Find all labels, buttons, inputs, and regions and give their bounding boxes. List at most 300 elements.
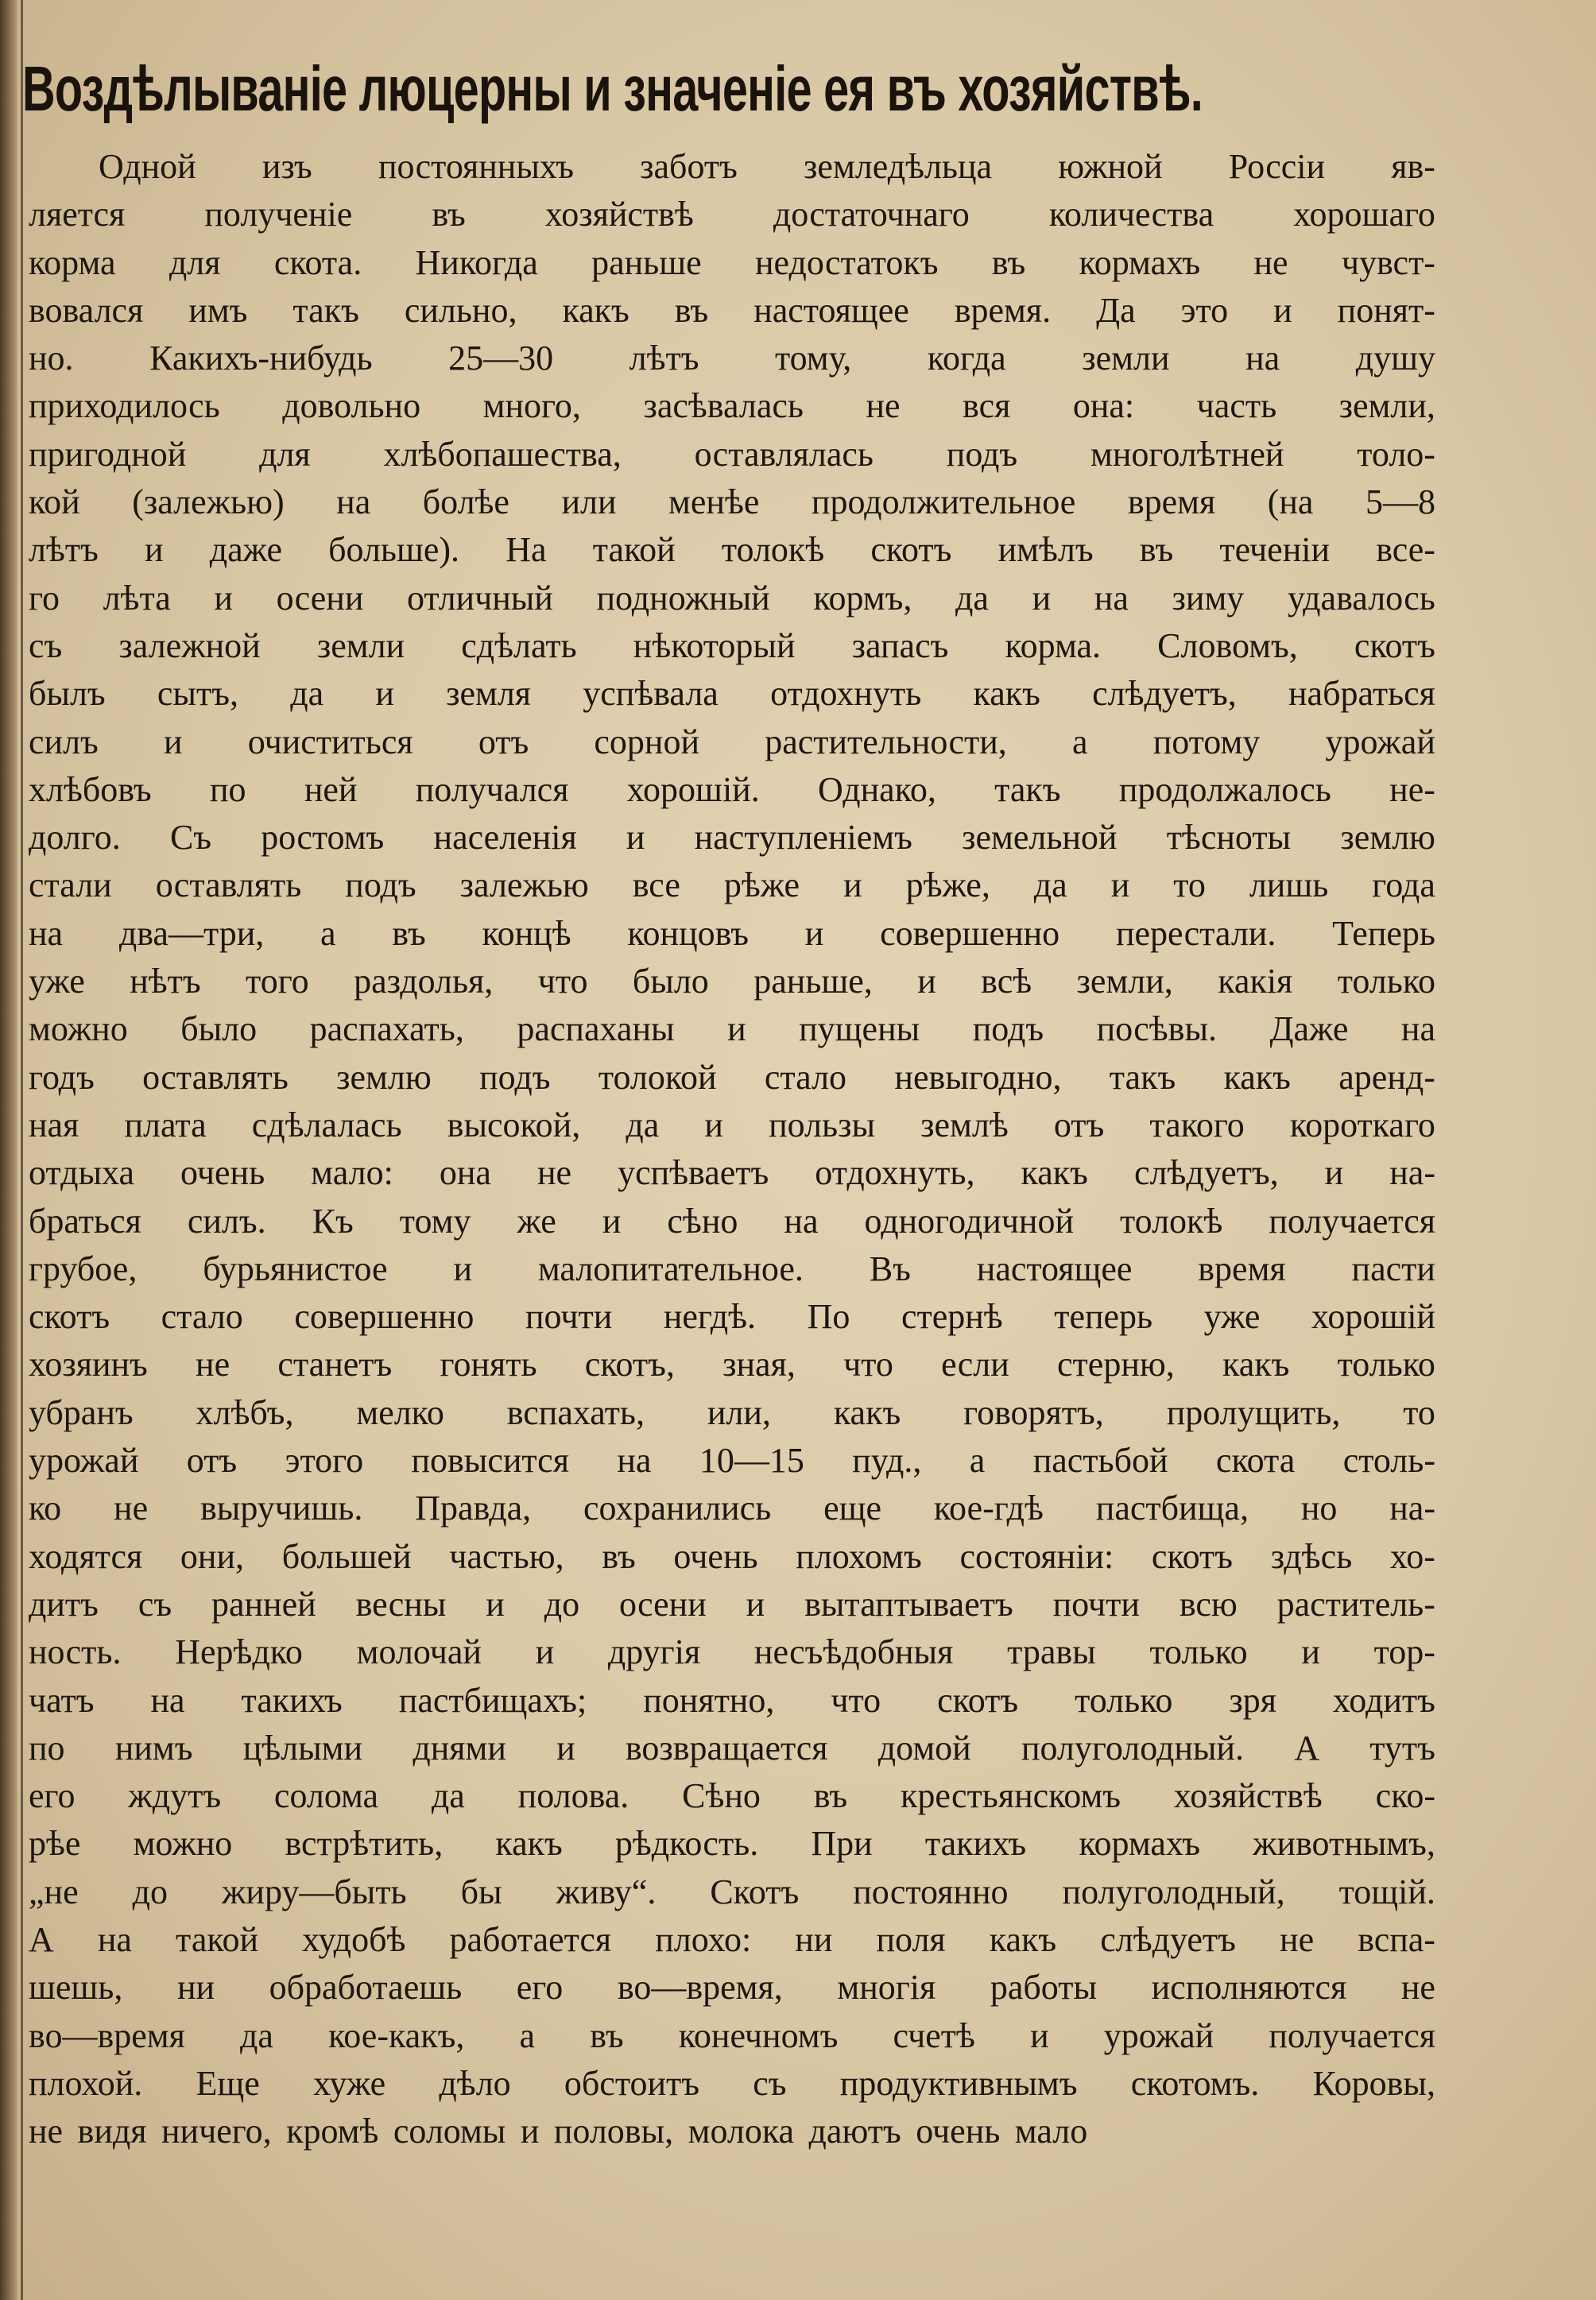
word: на bbox=[29, 913, 64, 953]
word: въ bbox=[1139, 530, 1174, 570]
word: нѣтъ bbox=[130, 962, 201, 1001]
text-line bbox=[29, 958, 1435, 1005]
word: но bbox=[1300, 1489, 1338, 1528]
word: и bbox=[375, 674, 394, 714]
word: „не bbox=[29, 1872, 79, 1911]
word: хозяйствѣ bbox=[544, 195, 694, 234]
word: не bbox=[1253, 242, 1288, 282]
text-line bbox=[29, 1916, 1435, 1964]
word: землѣ bbox=[920, 1105, 1009, 1144]
word: корма. bbox=[1005, 625, 1102, 665]
word: (на bbox=[1267, 482, 1314, 522]
word: не bbox=[537, 1153, 572, 1193]
word: того bbox=[246, 962, 309, 1001]
word: ранней bbox=[211, 1584, 316, 1624]
word: рѣдкость. bbox=[614, 1824, 759, 1864]
word: на bbox=[1400, 1009, 1435, 1049]
word: ждутъ bbox=[128, 1776, 222, 1816]
text-line bbox=[29, 143, 1435, 191]
word: урожай bbox=[1103, 2015, 1214, 2055]
word: мало: bbox=[311, 1153, 393, 1193]
word: время bbox=[1127, 482, 1216, 522]
word: Сѣно bbox=[682, 1776, 761, 1816]
word: силъ bbox=[29, 722, 99, 761]
word: встрѣтить, bbox=[285, 1824, 444, 1864]
word: раститель- bbox=[1276, 1584, 1435, 1624]
word: ходитъ bbox=[1332, 1680, 1435, 1720]
word: это bbox=[1180, 290, 1229, 330]
word: отличный bbox=[407, 578, 553, 618]
text-line bbox=[29, 1772, 1435, 1820]
word: набраться bbox=[1288, 674, 1435, 714]
word: подножный bbox=[596, 578, 770, 618]
text-line bbox=[29, 1820, 1435, 1868]
word: Коровы, bbox=[1312, 2063, 1435, 2103]
text-line bbox=[29, 1149, 1435, 1197]
text-line bbox=[29, 814, 1435, 862]
word: молочай bbox=[356, 1632, 482, 1672]
word: отдыха bbox=[29, 1153, 134, 1193]
word: не- bbox=[1389, 769, 1435, 809]
word: и bbox=[1030, 2015, 1049, 2055]
word: слѣдуетъ bbox=[1100, 1919, 1236, 1959]
word: не bbox=[196, 1345, 230, 1384]
word: сѣно bbox=[667, 1201, 738, 1241]
word: Къ bbox=[312, 1201, 354, 1241]
text-line bbox=[29, 1485, 1435, 1532]
word: постоянно bbox=[853, 1872, 1009, 1911]
word: все bbox=[632, 865, 680, 905]
word: хорошаго bbox=[1293, 195, 1435, 234]
word: А bbox=[1294, 1728, 1319, 1768]
word: и bbox=[520, 2112, 540, 2151]
word: плата bbox=[124, 1105, 207, 1144]
word: хорошій bbox=[1311, 1297, 1435, 1337]
word: южной bbox=[1058, 147, 1163, 186]
word: всю bbox=[1179, 1584, 1238, 1624]
word: вся bbox=[963, 386, 1011, 426]
word: ней bbox=[304, 769, 358, 809]
word: въ bbox=[813, 1776, 848, 1816]
word: слѣдуетъ, bbox=[1133, 1153, 1279, 1193]
word: отдохнуть, bbox=[815, 1153, 975, 1193]
word: отъ bbox=[478, 722, 529, 761]
word: очень bbox=[180, 1153, 265, 1193]
word: землю bbox=[336, 1057, 432, 1097]
word: такой bbox=[592, 530, 676, 570]
word: тутъ bbox=[1369, 1728, 1435, 1768]
word: почти bbox=[525, 1297, 613, 1337]
word: успѣваетъ bbox=[618, 1153, 769, 1193]
word: земли, bbox=[1076, 962, 1173, 1001]
word: раздолья, bbox=[354, 962, 494, 1001]
word: да bbox=[290, 674, 324, 714]
word: настоящее bbox=[976, 1249, 1133, 1288]
book-spine-shadow bbox=[0, 0, 17, 2300]
word: убранъ bbox=[29, 1392, 134, 1432]
word: кромѣ bbox=[286, 2112, 379, 2151]
word: отъ bbox=[1053, 1105, 1105, 1144]
word: даже bbox=[209, 530, 282, 570]
word: большей bbox=[281, 1536, 412, 1576]
word: совершенно bbox=[880, 913, 1060, 953]
word: бы bbox=[460, 1872, 502, 1911]
word: плохомъ bbox=[796, 1536, 922, 1576]
word: раньше, bbox=[753, 962, 873, 1001]
word: нимъ bbox=[114, 1728, 193, 1768]
word: пущены bbox=[799, 1009, 920, 1049]
word: Правда, bbox=[415, 1489, 532, 1528]
text-line bbox=[29, 575, 1435, 622]
text-line bbox=[29, 1389, 1435, 1437]
word: очиститься bbox=[247, 722, 413, 761]
word: скотъ bbox=[1354, 625, 1435, 665]
word: ни bbox=[176, 1968, 215, 2008]
word: видя bbox=[77, 2112, 147, 2151]
word: соломы bbox=[393, 2112, 506, 2151]
word: продолжалось bbox=[1118, 769, 1331, 809]
word: продолжительное bbox=[811, 482, 1076, 522]
word: Никогда bbox=[415, 242, 538, 282]
word: толокой bbox=[598, 1057, 717, 1097]
word: на- bbox=[1389, 1489, 1435, 1528]
word: имѣлъ bbox=[998, 530, 1094, 570]
word: земельной bbox=[962, 818, 1118, 858]
word: количества bbox=[1048, 195, 1214, 234]
word: кой bbox=[29, 482, 80, 522]
word: имъ bbox=[188, 290, 248, 330]
word: и bbox=[727, 1009, 746, 1049]
word: въ bbox=[674, 290, 709, 330]
word: кормахъ bbox=[1079, 242, 1201, 282]
word: и bbox=[1301, 1632, 1320, 1672]
word: и bbox=[843, 865, 862, 905]
word: здѣсь bbox=[1270, 1536, 1353, 1576]
word: какія bbox=[1218, 962, 1293, 1001]
word: совершенно bbox=[294, 1297, 475, 1337]
word: силъ. bbox=[187, 1201, 266, 1241]
word: да bbox=[240, 2015, 273, 2055]
word: кормъ, bbox=[813, 578, 912, 618]
word: земли, bbox=[1338, 386, 1435, 426]
word: успѣвала bbox=[583, 674, 719, 714]
word: а bbox=[1071, 722, 1088, 761]
word: въ bbox=[392, 913, 426, 953]
word: только bbox=[1149, 1632, 1248, 1672]
word: По bbox=[807, 1297, 850, 1337]
word: кое-какъ, bbox=[328, 2015, 465, 2055]
word: плохой. bbox=[29, 2063, 143, 2103]
word: ничего, bbox=[161, 2112, 272, 2151]
word: очень bbox=[673, 1536, 758, 1576]
word: урожай bbox=[1325, 722, 1435, 761]
word: съ bbox=[29, 625, 63, 665]
word: цѣлыми bbox=[242, 1728, 363, 1768]
word: зная, bbox=[722, 1345, 796, 1384]
text-line bbox=[29, 766, 1435, 814]
word: такъ bbox=[994, 769, 1061, 809]
word: оставлять bbox=[155, 865, 302, 905]
word: населенія bbox=[433, 818, 577, 858]
word: не bbox=[114, 1489, 149, 1528]
text-line bbox=[29, 1868, 1435, 1916]
word: и bbox=[626, 818, 645, 858]
text-line bbox=[29, 2060, 1435, 2108]
word: а bbox=[969, 1441, 986, 1481]
word: лѣтъ bbox=[629, 339, 699, 378]
word: на bbox=[1245, 339, 1280, 378]
word: осени bbox=[276, 578, 364, 618]
word: отъ bbox=[186, 1441, 238, 1481]
word: тощій. bbox=[1338, 1872, 1435, 1911]
word: обстоитъ bbox=[564, 2063, 699, 2103]
word: Скотъ bbox=[710, 1872, 800, 1911]
word: браться bbox=[29, 1201, 141, 1241]
word: молока bbox=[688, 2112, 795, 2151]
text-line bbox=[29, 1245, 1435, 1293]
text-line bbox=[29, 1628, 1435, 1676]
word: нѣкоторый bbox=[633, 625, 796, 665]
word: хозяинъ bbox=[29, 1345, 148, 1384]
word: земледѣльца bbox=[804, 147, 993, 186]
word: хлѣбъ, bbox=[196, 1392, 294, 1432]
word: Съ bbox=[169, 818, 212, 858]
word: растительности, bbox=[765, 722, 1007, 761]
word: понят- bbox=[1337, 290, 1435, 330]
word: тѣсноты bbox=[1166, 818, 1292, 858]
word: концѣ bbox=[482, 913, 571, 953]
word: 5—8 bbox=[1365, 482, 1435, 522]
word: и bbox=[704, 1105, 723, 1144]
word: достаточнаго bbox=[773, 195, 970, 234]
word: только bbox=[1075, 1680, 1173, 1720]
text-line bbox=[29, 1677, 1435, 1725]
word: да bbox=[955, 578, 989, 618]
word: кое-гдѣ bbox=[933, 1489, 1044, 1528]
word: какъ bbox=[1223, 1057, 1291, 1097]
word: не bbox=[1280, 1919, 1315, 1959]
word: въ bbox=[590, 2015, 624, 2055]
word: заботъ bbox=[640, 147, 738, 186]
text-line bbox=[29, 526, 1435, 574]
word: и bbox=[1273, 290, 1292, 330]
word: приходилось bbox=[29, 386, 220, 426]
word: оставлять bbox=[142, 1057, 289, 1097]
text-line bbox=[29, 1198, 1435, 1245]
word: уже bbox=[1203, 1297, 1261, 1337]
word: скотомъ. bbox=[1130, 2063, 1260, 2103]
word: какъ bbox=[989, 1919, 1057, 1959]
word: да bbox=[1033, 865, 1067, 905]
article-title: Воздѣлываніе люцерны и значеніе ея въ хозяйствѣ. bbox=[22, 53, 1203, 124]
text-line bbox=[29, 335, 1435, 382]
word: скотъ bbox=[870, 530, 952, 570]
word: тому bbox=[399, 1201, 471, 1241]
word: распахать, bbox=[309, 1009, 464, 1049]
word: концовъ bbox=[627, 913, 750, 953]
word: бурьянистое bbox=[203, 1249, 388, 1288]
word: выручишь. bbox=[200, 1489, 363, 1528]
word: многолѣтней bbox=[1090, 434, 1284, 474]
word: солома bbox=[273, 1776, 379, 1816]
text-line bbox=[29, 2012, 1435, 2060]
word: дѣло bbox=[439, 2063, 511, 2103]
word: го bbox=[29, 578, 60, 618]
word: недостатокъ bbox=[755, 242, 939, 282]
word: грубое, bbox=[29, 1249, 138, 1288]
word: съ bbox=[138, 1584, 172, 1624]
word: и bbox=[145, 530, 164, 570]
word: скота bbox=[1215, 1441, 1296, 1481]
word: ляется bbox=[29, 195, 126, 234]
word: толокѣ bbox=[1120, 1201, 1223, 1241]
word: Одной bbox=[99, 147, 196, 186]
word: не bbox=[29, 2112, 64, 2151]
word: урожай bbox=[29, 1441, 139, 1481]
word: какъ bbox=[973, 674, 1040, 714]
word: вспахать, bbox=[506, 1392, 645, 1432]
word: ко bbox=[29, 1489, 62, 1528]
word: повысится bbox=[411, 1441, 569, 1481]
word: полуголодный. bbox=[1021, 1728, 1244, 1768]
word: такихъ bbox=[241, 1680, 343, 1720]
word: хлѣбовъ bbox=[29, 769, 152, 809]
word: мелко bbox=[356, 1392, 444, 1432]
word: уже bbox=[29, 962, 85, 1001]
word: ни bbox=[795, 1919, 833, 1959]
text-line bbox=[29, 478, 1435, 526]
word: скотъ bbox=[937, 1680, 1019, 1720]
word: и bbox=[804, 913, 824, 953]
word: да bbox=[626, 1105, 660, 1144]
word: поля bbox=[876, 1919, 946, 1959]
word: и bbox=[602, 1201, 622, 1241]
word: сытъ, bbox=[157, 674, 238, 714]
word: сорной bbox=[594, 722, 700, 761]
word: исполняются bbox=[1151, 1968, 1347, 2008]
word: Словомъ, bbox=[1157, 625, 1298, 665]
text-line bbox=[29, 382, 1435, 430]
word: полова. bbox=[517, 1776, 629, 1816]
word: негдѣ. bbox=[663, 1297, 757, 1337]
word: рѣе bbox=[29, 1824, 81, 1864]
word: и bbox=[1324, 1153, 1344, 1193]
word: отдохнуть bbox=[770, 674, 922, 714]
text-line bbox=[29, 1437, 1435, 1485]
word: былъ bbox=[29, 674, 106, 714]
word: чувст- bbox=[1341, 242, 1435, 282]
word: для bbox=[259, 434, 311, 474]
word: живу“. bbox=[556, 1872, 657, 1911]
word: если bbox=[941, 1345, 1009, 1384]
word: кормахъ bbox=[1079, 1824, 1200, 1864]
text-line bbox=[29, 431, 1435, 478]
word: ростомъ bbox=[261, 818, 385, 858]
word: работы bbox=[990, 1968, 1098, 2008]
word: въ bbox=[432, 195, 466, 234]
word: такъ bbox=[292, 290, 359, 330]
word: станетъ bbox=[277, 1345, 393, 1384]
word: осени bbox=[618, 1584, 707, 1624]
word: получается bbox=[1269, 2015, 1435, 2055]
word: потому bbox=[1152, 722, 1261, 761]
word: весны bbox=[355, 1584, 447, 1624]
word: пользы bbox=[769, 1105, 876, 1144]
word: короткаго bbox=[1289, 1105, 1435, 1144]
word: и bbox=[556, 1728, 575, 1768]
text-line bbox=[29, 2108, 1435, 2155]
word: даютъ bbox=[808, 2112, 901, 2151]
word: еще bbox=[823, 1489, 882, 1528]
word: распаханы bbox=[517, 1009, 675, 1049]
word: пролущить, bbox=[1166, 1392, 1341, 1432]
word: подъ bbox=[345, 865, 416, 905]
word: рѣже, bbox=[905, 865, 990, 905]
word: во—время, bbox=[617, 1968, 783, 2008]
word: душу bbox=[1355, 339, 1435, 378]
word: или bbox=[561, 482, 617, 522]
word: вспа- bbox=[1358, 1919, 1435, 1959]
word: пастбищахъ; bbox=[398, 1680, 587, 1720]
word: удавалось bbox=[1287, 578, 1435, 618]
text-line bbox=[29, 1533, 1435, 1581]
word: или, bbox=[707, 1392, 771, 1432]
word: малопитательное. bbox=[537, 1249, 804, 1288]
word: толокѣ bbox=[721, 530, 825, 570]
word: и bbox=[746, 1584, 765, 1624]
word: говорятъ, bbox=[963, 1392, 1104, 1432]
word: Даже bbox=[1269, 1009, 1349, 1049]
word: Однако, bbox=[818, 769, 936, 809]
word: полуголодный, bbox=[1062, 1872, 1285, 1911]
word: по bbox=[29, 1728, 65, 1768]
word: зря bbox=[1229, 1680, 1276, 1720]
word: получается bbox=[1269, 1201, 1435, 1241]
word: (залежью) bbox=[132, 482, 285, 522]
word: подъ bbox=[972, 1009, 1044, 1049]
text-line bbox=[29, 239, 1435, 287]
word: зиму bbox=[1172, 578, 1245, 618]
word: было bbox=[632, 962, 709, 1001]
word: пасти bbox=[1351, 1249, 1435, 1288]
text-line bbox=[29, 1054, 1435, 1102]
word: стало bbox=[161, 1297, 243, 1337]
word: изъ bbox=[261, 147, 312, 186]
word: но. bbox=[29, 339, 74, 378]
word: и bbox=[214, 578, 233, 618]
word: ность. bbox=[29, 1632, 122, 1672]
word: высокой, bbox=[447, 1105, 581, 1144]
word: на- bbox=[1389, 1153, 1435, 1193]
word: часть bbox=[1196, 386, 1277, 426]
word: для bbox=[169, 242, 221, 282]
word: можно bbox=[133, 1824, 233, 1864]
word: пастьбой bbox=[1032, 1441, 1168, 1481]
word: и bbox=[486, 1584, 505, 1624]
word: При bbox=[811, 1824, 873, 1864]
word: Въ bbox=[869, 1249, 911, 1288]
word: ско- bbox=[1375, 1776, 1435, 1816]
word: конечномъ bbox=[678, 2015, 839, 2055]
word: ходятся bbox=[29, 1536, 143, 1576]
text-line bbox=[29, 910, 1435, 958]
word: залежью bbox=[459, 865, 589, 905]
word: она bbox=[439, 1153, 491, 1193]
word: и bbox=[917, 962, 936, 1001]
word: пригодной bbox=[29, 434, 187, 474]
word: до bbox=[132, 1872, 168, 1911]
word: все- bbox=[1376, 530, 1435, 570]
